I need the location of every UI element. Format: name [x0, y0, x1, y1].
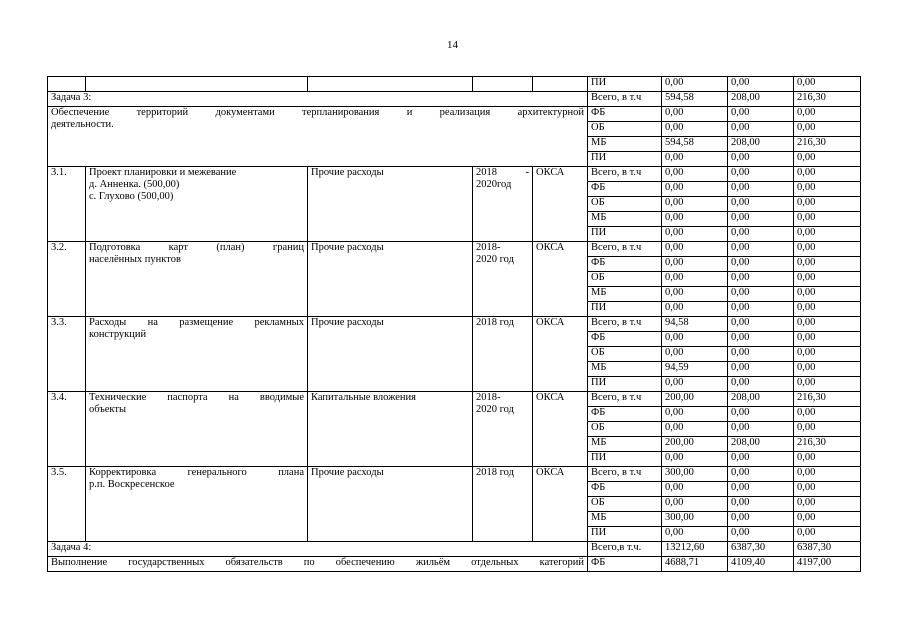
value-2020-cell: 0,00 [794, 272, 861, 287]
value-2018-cell: 200,00 [662, 392, 728, 407]
value-2020-cell: 0,00 [794, 302, 861, 317]
item-name-line: конструкций [89, 329, 147, 340]
item-row [48, 467, 861, 482]
value-2018-cell: 0,00 [662, 347, 728, 362]
value-2018-cell: 0,00 [662, 287, 728, 302]
value-2018-cell: 0,00 [662, 182, 728, 197]
value-2019-cell: 0,00 [728, 377, 794, 392]
funding-source-cell: ПИ [588, 77, 662, 92]
value-2018-cell: 0,00 [662, 227, 728, 242]
funding-source-cell: ФБ [588, 107, 662, 122]
value-2018-cell: 0,00 [662, 482, 728, 497]
value-2020-cell: 216,30 [794, 437, 861, 452]
empty-cell [86, 77, 308, 92]
value-2018-cell: 0,00 [662, 107, 728, 122]
value-2020-cell: 0,00 [794, 77, 861, 92]
expense-type: Прочие расходы [308, 317, 473, 392]
funding-source-cell: ФБ [588, 257, 662, 272]
item-period-line: 2018 год [476, 317, 514, 328]
item-period-line: 2018- [476, 392, 501, 403]
item-name-line: населённых пунктов [89, 254, 181, 265]
value-2018-cell: 300,00 [662, 512, 728, 527]
item-name-line: р.п. Воскресенское [89, 479, 175, 490]
value-2019-cell: 0,00 [728, 287, 794, 302]
value-2019-cell: 0,00 [728, 452, 794, 467]
item-row [48, 242, 861, 257]
item-period [473, 167, 533, 242]
table-row [48, 107, 861, 122]
value-2019-cell: 4109,40 [728, 557, 794, 572]
value-2020-cell: 6387,30 [794, 542, 861, 557]
value-2019-cell: 0,00 [728, 407, 794, 422]
value-2020-cell: 216,30 [794, 92, 861, 107]
expense-type: Капитальные вложения [308, 392, 473, 467]
value-2020-cell: 0,00 [794, 527, 861, 542]
value-2019-cell: 0,00 [728, 527, 794, 542]
item-period-line: 2018 - [476, 167, 529, 178]
empty-cell [533, 77, 588, 92]
empty-cell [473, 77, 533, 92]
item-name [86, 167, 308, 242]
value-2018-cell: 13212,60 [662, 542, 728, 557]
funding-source-cell: Всего, в т.ч [588, 467, 662, 482]
item-name [86, 317, 308, 392]
value-2019-cell: 6387,30 [728, 542, 794, 557]
value-2018-cell: 0,00 [662, 257, 728, 272]
value-2019-cell: 0,00 [728, 182, 794, 197]
value-2018-cell: 0,00 [662, 497, 728, 512]
value-2020-cell: 0,00 [794, 512, 861, 527]
value-2018-cell: 94,59 [662, 362, 728, 377]
funding-source-cell: МБ [588, 362, 662, 377]
expense-type: Прочие расходы [308, 167, 473, 242]
value-2019-cell: 0,00 [728, 302, 794, 317]
value-2018-cell: 94,58 [662, 317, 728, 332]
funding-source-cell: ФБ [588, 332, 662, 347]
value-2019-cell: 0,00 [728, 362, 794, 377]
value-2018-cell: 0,00 [662, 377, 728, 392]
value-2019-cell: 208,00 [728, 137, 794, 152]
value-2018-cell: 0,00 [662, 407, 728, 422]
value-2018-cell: 0,00 [662, 302, 728, 317]
value-2020-cell: 0,00 [794, 167, 861, 182]
item-name [86, 242, 308, 317]
table-row [48, 77, 861, 92]
item-name-line: Корректировка генерального плана [89, 467, 304, 478]
item-period-line: 2020год [476, 179, 512, 190]
funding-source-cell: Всего, в т.ч [588, 242, 662, 257]
funding-source-cell: ПИ [588, 302, 662, 317]
value-2020-cell: 0,00 [794, 212, 861, 227]
funding-source-cell: МБ [588, 212, 662, 227]
value-2019-cell: 0,00 [728, 272, 794, 287]
item-name-line: Подготовка карт (план) границ [89, 242, 304, 253]
item-number: 3.1. [48, 167, 86, 242]
item-executor: ОКСА [533, 167, 588, 242]
value-2020-cell: 0,00 [794, 197, 861, 212]
funding-source-cell: ОБ [588, 272, 662, 287]
value-2020-cell: 0,00 [794, 467, 861, 482]
value-2020-cell: 0,00 [794, 257, 861, 272]
funding-source-cell: ОБ [588, 347, 662, 362]
funding-source-cell: ФБ [588, 482, 662, 497]
funding-source-cell: МБ [588, 287, 662, 302]
value-2018-cell: 0,00 [662, 77, 728, 92]
funding-source-cell: Всего,в т.ч. [588, 542, 662, 557]
item-name-line: объекты [89, 404, 127, 415]
value-2020-cell: 216,30 [794, 137, 861, 152]
funding-source-cell: ПИ [588, 527, 662, 542]
value-2019-cell: 208,00 [728, 437, 794, 452]
value-2020-cell: 0,00 [794, 227, 861, 242]
funding-source-cell: МБ [588, 137, 662, 152]
item-executor: ОКСА [533, 242, 588, 317]
funding-source-cell: Всего, в т.ч [588, 92, 662, 107]
value-2019-cell: 0,00 [728, 467, 794, 482]
funding-source-cell: ПИ [588, 452, 662, 467]
task-description-line: Обеспечение территорий документами терпланирования и реализация архитектурной [51, 107, 584, 118]
value-2019-cell: 0,00 [728, 512, 794, 527]
value-2018-cell: 0,00 [662, 422, 728, 437]
value-2018-cell: 0,00 [662, 122, 728, 137]
value-2018-cell: 0,00 [662, 197, 728, 212]
value-2018-cell: 4688,71 [662, 557, 728, 572]
value-2019-cell: 0,00 [728, 197, 794, 212]
value-2020-cell: 0,00 [794, 407, 861, 422]
value-2020-cell: 0,00 [794, 332, 861, 347]
item-period [473, 317, 533, 392]
item-period-line: 2020 год [476, 404, 514, 415]
item-name-line: Проект планировки и межевание [89, 167, 237, 178]
value-2018-cell: 0,00 [662, 152, 728, 167]
item-name [86, 392, 308, 467]
item-executor: ОКСА [533, 392, 588, 467]
value-2019-cell: 0,00 [728, 242, 794, 257]
value-2019-cell: 0,00 [728, 497, 794, 512]
value-2018-cell: 0,00 [662, 242, 728, 257]
value-2020-cell: 0,00 [794, 422, 861, 437]
task-header-row [48, 92, 861, 107]
task-label: Задача 3: [48, 92, 588, 107]
value-2020-cell: 0,00 [794, 482, 861, 497]
funding-source-cell: МБ [588, 512, 662, 527]
value-2019-cell: 0,00 [728, 152, 794, 167]
funding-source-cell: ПИ [588, 227, 662, 242]
item-period [473, 467, 533, 542]
item-period-line: 2020 год [476, 254, 514, 265]
item-name-line: д. Анненка. (500,00) [89, 179, 180, 190]
value-2019-cell: 0,00 [728, 347, 794, 362]
task-description: Выполнение государственных обязательств по обеспечению жильём отдельных категорий [48, 557, 588, 572]
item-name-line: Расходы на размещение рекламных [89, 317, 304, 328]
value-2018-cell: 594,58 [662, 92, 728, 107]
item-period [473, 242, 533, 317]
funding-source-cell: ОБ [588, 197, 662, 212]
item-period-line: 2018- [476, 242, 501, 253]
funding-source-cell: ФБ [588, 182, 662, 197]
value-2018-cell: 0,00 [662, 167, 728, 182]
value-2020-cell: 0,00 [794, 377, 861, 392]
value-2020-cell: 0,00 [794, 122, 861, 137]
item-name [86, 467, 308, 542]
value-2018-cell: 0,00 [662, 452, 728, 467]
value-2019-cell: 0,00 [728, 317, 794, 332]
value-2018-cell: 0,00 [662, 332, 728, 347]
item-executor: ОКСА [533, 317, 588, 392]
table-row [48, 557, 861, 572]
value-2020-cell: 0,00 [794, 317, 861, 332]
item-name-line: Технические паспорта на вводимые [89, 392, 304, 403]
value-2019-cell: 0,00 [728, 212, 794, 227]
funding-source-cell: ОБ [588, 122, 662, 137]
value-2020-cell: 0,00 [794, 347, 861, 362]
item-row [48, 167, 861, 182]
task-description-line: деятельности. [51, 119, 114, 130]
funding-source-cell: Всего, в т.ч [588, 392, 662, 407]
item-period [473, 392, 533, 467]
funding-source-cell: ПИ [588, 377, 662, 392]
value-2019-cell: 0,00 [728, 122, 794, 137]
value-2019-cell: 0,00 [728, 482, 794, 497]
value-2020-cell: 4197,00 [794, 557, 861, 572]
expense-type: Прочие расходы [308, 242, 473, 317]
value-2018-cell: 594,58 [662, 137, 728, 152]
expense-type: Прочие расходы [308, 467, 473, 542]
value-2019-cell: 208,00 [728, 392, 794, 407]
item-number: 3.3. [48, 317, 86, 392]
value-2018-cell: 0,00 [662, 212, 728, 227]
item-number: 3.2. [48, 242, 86, 317]
value-2020-cell: 0,00 [794, 242, 861, 257]
value-2019-cell: 0,00 [728, 422, 794, 437]
item-row [48, 317, 861, 332]
value-2018-cell: 0,00 [662, 272, 728, 287]
value-2019-cell: 0,00 [728, 227, 794, 242]
funding-source-cell: Всего, в т.ч [588, 317, 662, 332]
empty-cell [48, 77, 86, 92]
value-2019-cell: 0,00 [728, 257, 794, 272]
page-number: 14 [447, 39, 458, 51]
funding-source-cell: МБ [588, 437, 662, 452]
value-2020-cell: 216,30 [794, 392, 861, 407]
funding-source-cell: ОБ [588, 422, 662, 437]
value-2020-cell: 0,00 [794, 182, 861, 197]
value-2020-cell: 0,00 [794, 287, 861, 302]
value-2019-cell: 208,00 [728, 92, 794, 107]
item-number: 3.5. [48, 467, 86, 542]
funding-source-cell: ОБ [588, 497, 662, 512]
funding-source-cell: ФБ [588, 557, 662, 572]
empty-cell [308, 77, 473, 92]
task-label: Задача 4: [48, 542, 588, 557]
item-name-line: с. Глухово (500,00) [89, 191, 174, 202]
value-2020-cell: 0,00 [794, 452, 861, 467]
value-2020-cell: 0,00 [794, 107, 861, 122]
value-2018-cell: 300,00 [662, 467, 728, 482]
task-header-row [48, 542, 861, 557]
budget-table [47, 76, 861, 572]
value-2020-cell: 0,00 [794, 152, 861, 167]
value-2019-cell: 0,00 [728, 167, 794, 182]
value-2020-cell: 0,00 [794, 497, 861, 512]
funding-source-cell: Всего, в т.ч [588, 167, 662, 182]
task-description [48, 107, 588, 167]
value-2018-cell: 0,00 [662, 527, 728, 542]
item-number: 3.4. [48, 392, 86, 467]
item-executor: ОКСА [533, 467, 588, 542]
value-2018-cell: 200,00 [662, 437, 728, 452]
funding-source-cell: ПИ [588, 152, 662, 167]
item-row [48, 392, 861, 407]
value-2019-cell: 0,00 [728, 107, 794, 122]
value-2020-cell: 0,00 [794, 362, 861, 377]
value-2019-cell: 0,00 [728, 332, 794, 347]
funding-source-cell: ФБ [588, 407, 662, 422]
value-2019-cell: 0,00 [728, 77, 794, 92]
item-period-line: 2018 год [476, 467, 514, 478]
